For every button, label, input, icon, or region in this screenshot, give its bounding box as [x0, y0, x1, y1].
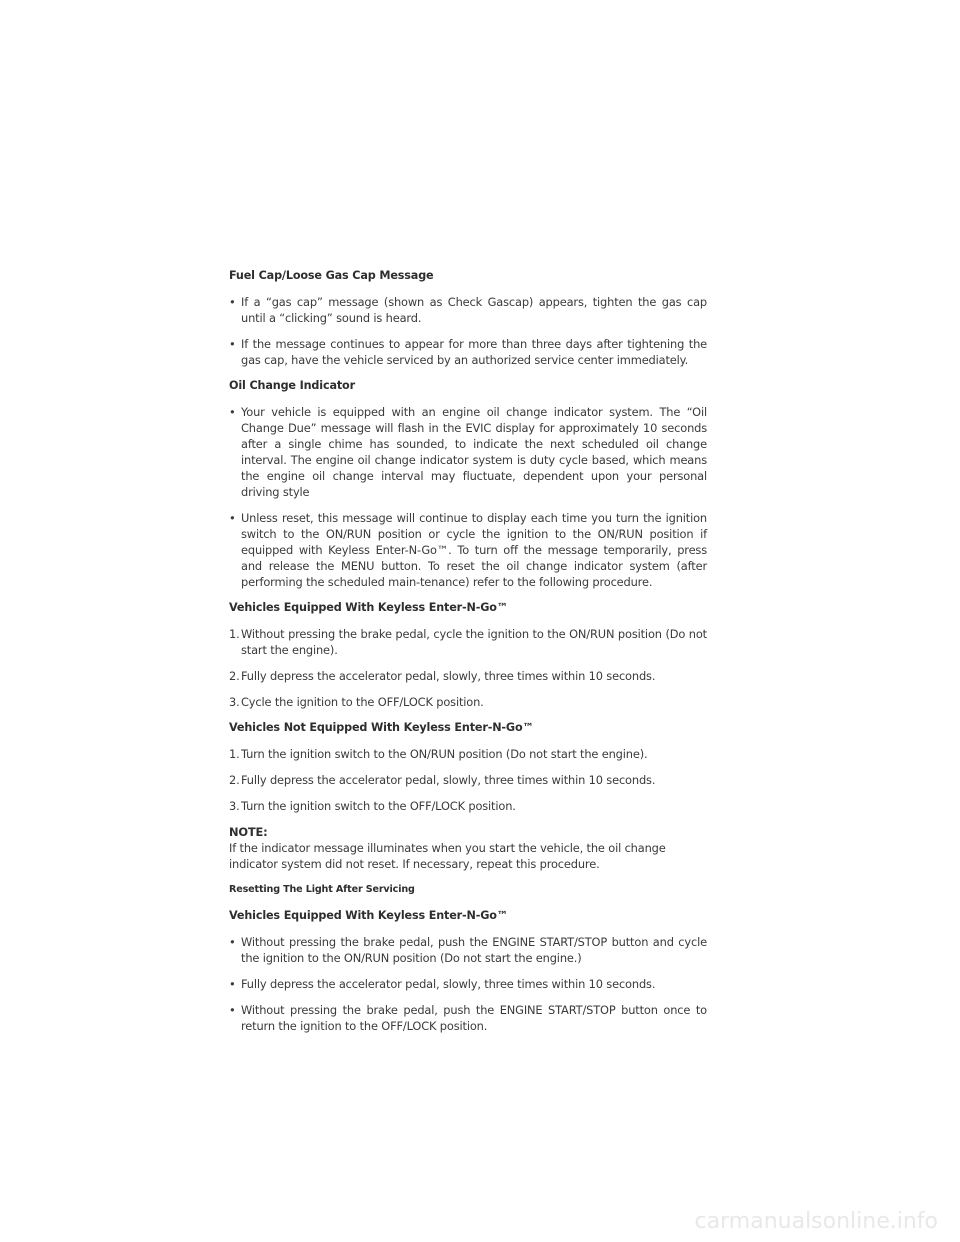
- step-number: 1.: [229, 627, 240, 641]
- bullet-mark: •: [229, 1003, 236, 1017]
- step-number: 2.: [229, 773, 240, 787]
- bullet-mark: •: [229, 405, 236, 419]
- bullet-mark: •: [229, 337, 236, 351]
- bullet-text: Your vehicle is equipped with an engine oil change indicator system. The “Oil Change Due” message will flash in the EVIC display for approximately 10 seconds after a single chime has sounded, to indicate the next scheduled oil change interval. The engine oil change indicator system is duty cycle based, which means the engine oil change interval may fluctuate, dependent upon your personal driving style: [241, 405, 707, 499]
- step-text: Cycle the ignition to the OFF/LOCK position.: [241, 695, 484, 709]
- step-number: 2.: [229, 669, 240, 683]
- heading-keyless-not-equipped: Vehicles Not Equipped With Keyless Enter-N-Go™: [229, 721, 534, 734]
- heading-oil-change: Oil Change Indicator: [229, 379, 355, 392]
- bullet-mark: •: [229, 511, 236, 525]
- subheading-keyless-equipped: Vehicles Equipped With Keyless Enter-N-Go™: [229, 909, 508, 922]
- watermark: carmanualsonline.info: [694, 1209, 938, 1234]
- step-item: [229, 772, 707, 788]
- bullet-item: [229, 1002, 707, 1034]
- bullet-item: [229, 934, 707, 966]
- step-text: Turn the ignition switch to the ON/RUN position (Do not start the engine).: [241, 747, 648, 761]
- step-item: [229, 668, 707, 684]
- bullet-item: [229, 976, 707, 992]
- heading-fuel-cap: Fuel Cap/Loose Gas Cap Message: [229, 269, 434, 282]
- step-number: 3.: [229, 695, 240, 709]
- step-text: Fully depress the accelerator pedal, slowly, three times within 10 seconds.: [241, 773, 656, 787]
- manual-page-content: [229, 268, 707, 1044]
- step-text: Turn the ignition switch to the OFF/LOCK position.: [241, 799, 516, 813]
- bullet-mark: •: [229, 977, 236, 991]
- bullet-item: [229, 510, 707, 590]
- bullet-item: [229, 294, 707, 326]
- bullet-text: Without pressing the brake pedal, push the ENGINE START/STOP button once to return the ignition to the OFF/LOCK position.: [241, 1003, 707, 1033]
- step-text: Fully depress the accelerator pedal, slowly, three times within 10 seconds.: [241, 669, 656, 683]
- bullet-text: Unless reset, this message will continue to display each time you turn the ignition switch to the ON/RUN position or cycle the ignition to the ON/RUN position if equipped with Keyless Enter-N-Go™. To turn off the message temporarily, press and release the MENU button. To reset the oil change indicator system (after performing the scheduled main-tenance) refer to the following procedure.: [241, 511, 707, 589]
- step-number: 3.: [229, 799, 240, 813]
- bullet-text: If a “gas cap” message (shown as Check Gascap) appears, tighten the gas cap until a “clicking” sound is heard.: [241, 295, 707, 325]
- note-text: If the indicator message illuminates when you start the vehicle, the oil change indicator system did not reset. If necessary, repeat this procedure.: [229, 841, 666, 871]
- step-item: [229, 626, 707, 658]
- step-number: 1.: [229, 747, 240, 761]
- step-item: [229, 694, 707, 710]
- bullet-text: If the message continues to appear for more than three days after tightening the gas cap, have the vehicle serviced by an authorized service center immediately.: [241, 337, 707, 367]
- step-text: Without pressing the brake pedal, cycle the ignition to the ON/RUN position (Do not start the engine).: [241, 627, 707, 657]
- heading-resetting: Resetting The Light After Servicing: [229, 884, 415, 895]
- step-item: [229, 798, 707, 814]
- bullet-mark: •: [229, 295, 236, 309]
- bullet-item: [229, 404, 707, 500]
- heading-keyless-equipped: Vehicles Equipped With Keyless Enter-N-Go™: [229, 601, 508, 614]
- bullet-mark: •: [229, 935, 236, 949]
- step-item: [229, 746, 707, 762]
- bullet-item: [229, 336, 707, 368]
- note-label: NOTE:: [229, 825, 268, 839]
- bullet-text: Fully depress the accelerator pedal, slowly, three times within 10 seconds.: [241, 977, 656, 991]
- bullet-text: Without pressing the brake pedal, push the ENGINE START/STOP button and cycle the ignition to the ON/RUN position (Do not start the engine.): [241, 935, 707, 965]
